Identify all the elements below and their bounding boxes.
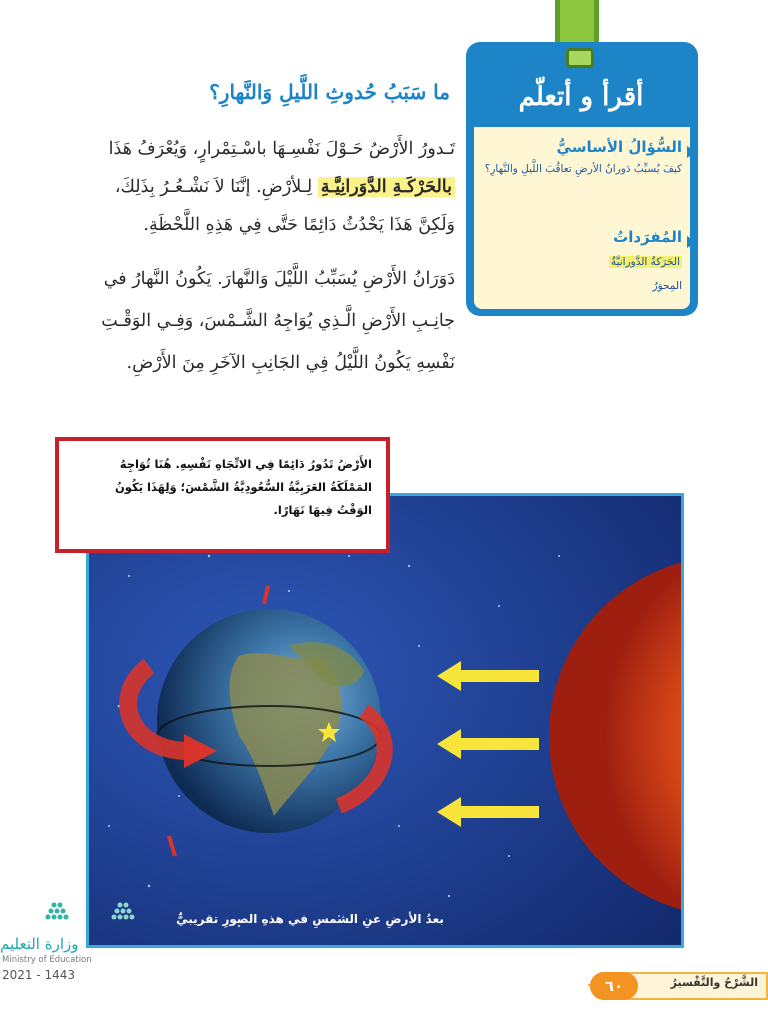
callout-line: الوَقْتُ فِيهَا نَهَارًا. [273,503,372,517]
essential-question-label: السُّؤالُ الأساسيُّ [556,138,682,156]
paragraph-line: وَلَكِنَّ هَذَا يَحْدُثُ دَائِمًا حَتَّى فِي هَذِهِ اللَّحْظَةِ. [143,215,455,235]
read-learn-title: أقرأ و أتعلّم [518,82,644,112]
callout-line: الأَرْضُ تَدُورُ دَائِمًا فِي الاتِّجَاهِ نَفْسِهِ. هُنَا تُوَاجِهُ [119,457,372,471]
ministry-name-english: Ministry of Education [2,955,92,965]
edition-year: 2021 - 1443 [2,968,76,982]
figure-caption: بعدُ الأرضِ عنِ الشمسِ في هذهِ الصورِ تقريبيٌّ [176,912,444,926]
lesson-heading: ما سَبَبُ حُدوثِ اللَّيلِ وَالنَّهارِ؟ [209,80,450,104]
section-title: الشَّرْحُ والتَّفْسيرُ [670,976,758,989]
ministry-logo-icon [44,897,140,925]
callout-line: المَمْلَكَةُ العَرَبِيَّةُ السُّعُودِيَّةُ الشَّمْسَ؛ وَلِهَذَا يَكُونُ [114,480,372,494]
vocabulary-label: المُفرَداتُ [613,228,682,246]
callout-box [55,437,390,553]
essential-question-text: كيفَ يُسبِّبُ دَورانُ الأرضِ تعاقُبَ اللَّيلِ والنَّهارِ؟ [484,163,682,175]
paragraph-line: بالحَرْكَـةِ الدَّوَرانِيَّـةِ لِـلأرْضِ. إنَّنَا لاَ نَشْـعُـرُ بِذَلِكَ، [55,168,455,206]
page-number: ٦٠ [590,972,638,1000]
keyword-highlight: بالحَرْكَـةِ الدَّوَرانِيَّـةِ [318,177,455,197]
paragraph-line: دَوَرَانُ الأَرْضِ يُسَبِّبُ اللَّيْلَ وَالنَّهارَ. يَكُونُ النَّهارُ في [103,269,455,289]
bullet-icon [687,236,696,248]
paragraph-line: تَـدورُ الأَرْضُ حَـوْلَ نَفْسِـهَا باسْـتِمْرارٍ، وَيُعْرَفُ هَذَا [108,139,455,159]
paragraph-line: نَفْسِهِ يَكُونُ اللَّيْلُ فِي الجَانِبِ الآخَرِ مِنَ الأَرْضِ. [126,353,455,373]
space-background [89,496,681,945]
paragraph-line: جانِـبِ الأَرْضِ الَّـذِي يُوَاجِهُ الشَّـمْسَ، وَفِـي الوَقْـتِ [101,311,455,331]
ministry-name: وزارة التعليم [0,935,79,953]
vocab-item: المِحوَرُ [652,280,682,292]
tab-slot [566,48,594,68]
earth-rotation-illustration [86,493,684,948]
vocab-item: الحَرَكةُ الدَّورانيَّةُ [610,256,680,268]
bullet-icon [687,146,696,158]
